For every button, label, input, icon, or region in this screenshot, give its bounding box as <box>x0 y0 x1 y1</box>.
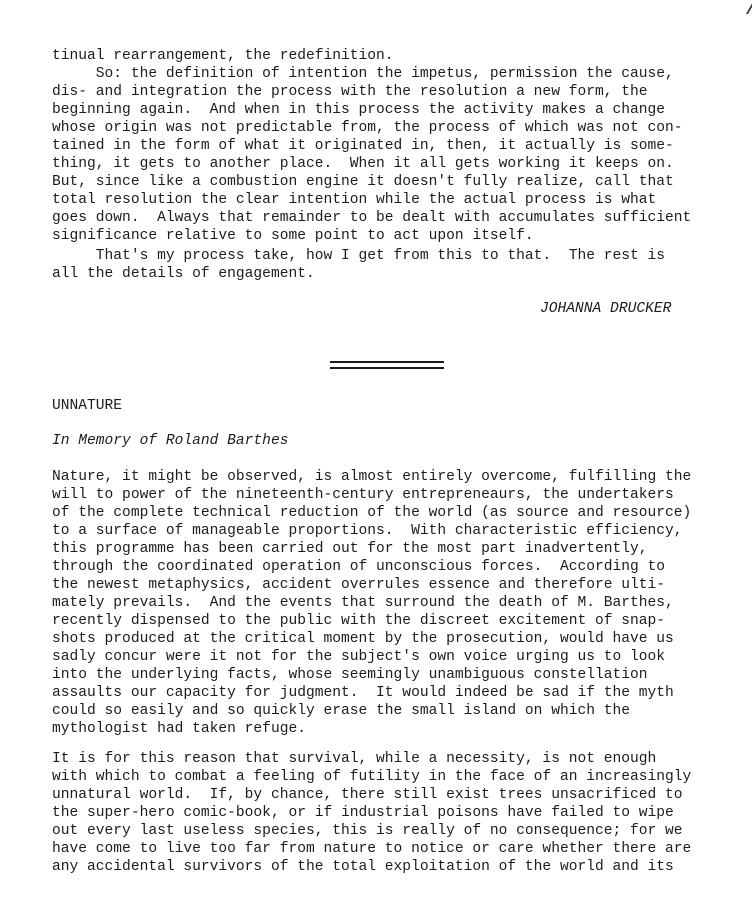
text-line: the newest metaphysics, accident overrules essence and therefore ulti- <box>52 577 666 593</box>
text-line: to a surface of manageable proportions. With characteristic efficiency, <box>52 523 683 539</box>
divider-rule-top <box>330 361 444 363</box>
text-line: out every last useless species, this is really of no consequence; for we <box>52 823 683 839</box>
text-line: all the details of engagement. <box>52 266 315 282</box>
text-line: assaults our capacity for judgment. It would indeed be sad if the myth <box>52 685 674 701</box>
text-line: into the underlying facts, whose seemingly unambiguous constellation <box>52 667 648 683</box>
text-line: tained in the form of what it originated in, then, it actually is some- <box>52 138 674 154</box>
text-line: mately prevails. And the events that surround the death of M. Barthes, <box>52 595 674 611</box>
article-dedication: In Memory of Roland Barthes <box>52 433 289 449</box>
text-line: with which to combat a feeling of futility in the face of an increasingly <box>52 769 692 785</box>
text-line: goes down. Always that remainder to be dealt with accumulates sufficient <box>52 210 692 226</box>
text-line: whose origin was not predictable from, the process of which was not con- <box>52 120 683 136</box>
text-line: It is for this reason that survival, while a necessity, is not enough <box>52 751 657 767</box>
text-line: That's my process take, how I get from this to that. The rest is <box>52 248 666 264</box>
author-signature: JOHANNA DRUCKER <box>540 301 672 317</box>
text-line: dis- and integration the process with the resolution a new form, the <box>52 84 648 100</box>
text-line: have come to live too far from nature to notice or care whether there are <box>52 841 692 857</box>
text-line: any accidental survivors of the total exploitation of the world and its <box>52 859 674 875</box>
text-line: significance relative to some point to act upon itself. <box>52 228 534 244</box>
text-line: unnatural world. If, by chance, there still exist trees unsacrificed to <box>52 787 683 803</box>
text-line: will to power of the nineteenth-century entrepreneaurs, the undertakers <box>52 487 674 503</box>
text-line: of the complete technical reduction of the world (as source and resource) <box>52 505 692 521</box>
text-line: recently dispensed to the public with the discreet excitement of snap- <box>52 613 666 629</box>
article-title: UNNATURE <box>52 398 123 414</box>
text-line: shots produced at the critical moment by the prosecution, would have us <box>52 631 674 647</box>
text-line: So: the definition of intention the impetus, permission the cause, <box>52 66 674 82</box>
text-line: thing, it gets to another place. When it all gets working it keeps on. <box>52 156 674 172</box>
text-line: But, since like a combustion engine it doesn't fully realize, call that <box>52 174 674 190</box>
text-line: the super-hero comic-book, or if industrial poisons have failed to wipe <box>52 805 674 821</box>
text-line: total resolution the clear intention while the actual process is what <box>52 192 657 208</box>
text-line: could so easily and so quickly erase the small island on which the <box>52 703 631 719</box>
text-line: mythologist had taken refuge. <box>52 721 306 737</box>
text-line: through the coordinated operation of unconscious forces. According to <box>52 559 666 575</box>
page-corner-mark <box>738 0 752 14</box>
text-line: tinual rearrangement, the redefinition. <box>52 48 394 64</box>
text-line: this programme has been carried out for the most part inadvertently, <box>52 541 648 557</box>
text-line: Nature, it might be observed, is almost entirely overcome, fulfilling the <box>52 469 692 485</box>
divider-rule-bottom <box>330 367 444 369</box>
text-line: beginning again. And when in this process the activity makes a change <box>52 102 666 118</box>
text-line: sadly concur were it not for the subject's own voice urging us to look <box>52 649 666 665</box>
